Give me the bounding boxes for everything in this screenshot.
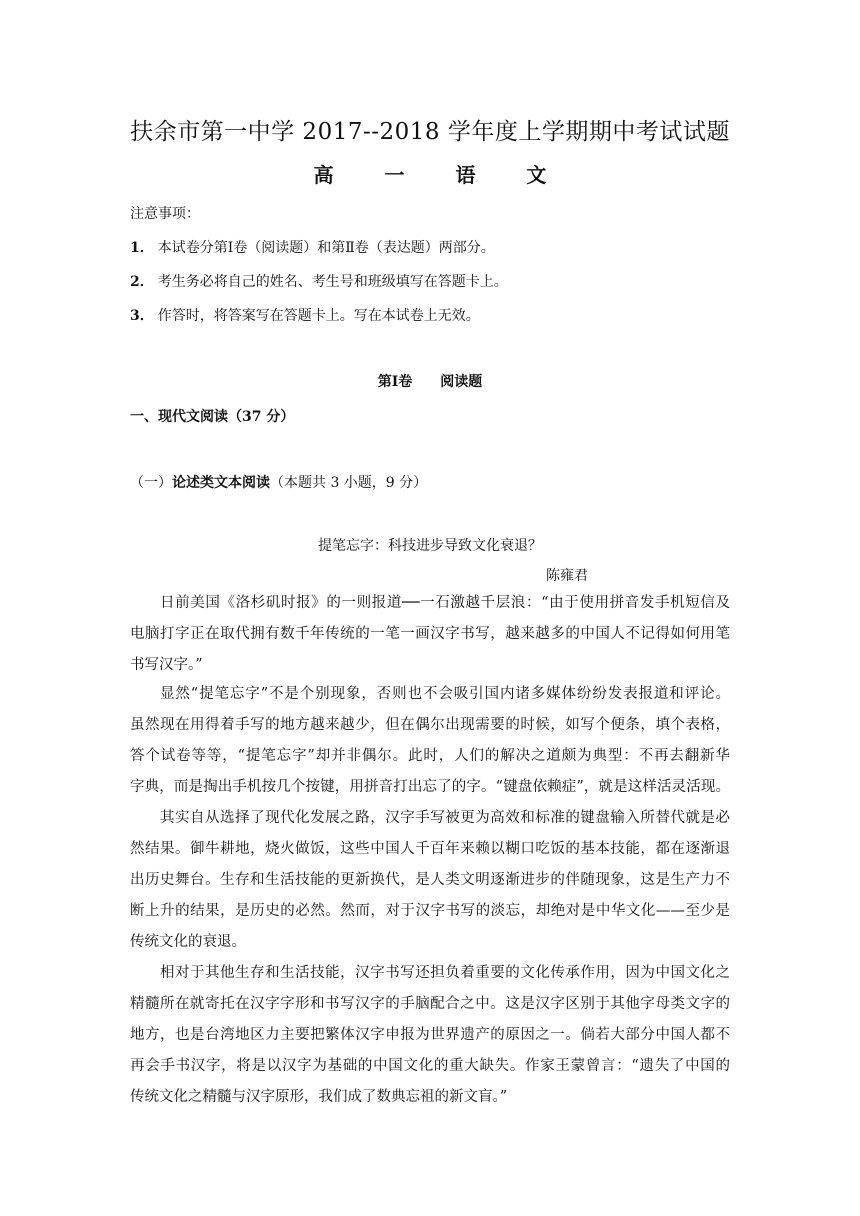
paragraph-line: 电脑打字正在取代拥有数千年传统的一笔一画汉字书写，越来越多的中国人不记得如何用笔 [130, 626, 730, 642]
notice-item [130, 305, 480, 325]
paragraph-line: 相对于其他生存和生活技能，汉字书写还担负着重要的文化传承作用，因为中国文化之 [160, 965, 730, 981]
paragraph-line: 再会手书汉字，将是以汉字为基础的中国文化的重大缺失。作家王蒙曾言：“遗失了中国的 [130, 1058, 730, 1074]
paragraph-line: 显然“提笔忘字”不是个别现象，否则也不会吸引国内诸多媒体纷纷发表报道和评论。 [160, 686, 730, 702]
subpart-name: 论述类文本阅读 [172, 475, 270, 491]
notice-item [130, 271, 508, 291]
notice-item-text: 本试卷分第Ⅰ卷（阅读题）和第Ⅱ卷（表达题）两部分。 [157, 240, 495, 256]
section-heading [0, 371, 860, 391]
paragraph-line: 传统文化之精髓与汉字原形，我们成了数典忘祖的新文盲。” [130, 1089, 508, 1105]
section-label: 第Ⅰ卷 [377, 374, 413, 390]
paragraph-line: 书写汉字。” [130, 657, 203, 673]
paragraph-line: 字典，而是掏出手机按几个按键，用拼音打出忘了的字。“键盘依赖症”，就是这样活灵活现。 [130, 779, 730, 795]
notice-heading: 注意事项： [130, 206, 200, 222]
subpart-note: （本题共 3 小题，9 分） [270, 475, 428, 491]
paragraph-line: 答个试卷等等，“提笔忘字”却并非偶尔。此时，人们的解决之道颇为典型：不再去翻新华 [130, 748, 730, 764]
paragraph-line: 虽然现在用得着手写的地方越来越少，但在偶尔出现需要的时候，如写个便条，填个表格， [130, 717, 730, 733]
notice-item-text: 作答时，将答案写在答题卡上。写在本试卷上无效。 [157, 308, 480, 324]
exam-subject: 高 一 语 文 [313, 163, 569, 187]
article-author: 陈雍君 [546, 568, 588, 584]
article-paragraph [130, 588, 730, 681]
exam-title: 扶余市第一中学 2017--2018 学年度上学期期中考试试题 [130, 119, 730, 145]
paragraph-line: 日前美国《洛杉矶时报》的一则报道──一石激越千层浪：“由于使用拼音发手机短信及 [160, 595, 730, 611]
notice-item-text: 考生务必将自己的姓名、考生号和班级填写在答题卡上。 [157, 274, 508, 290]
paragraph-line: 断上升的结果，是历史的必然。然而，对于汉字书写的淡忘，却绝对是中华文化——至少是 [130, 903, 730, 919]
subpart-heading [130, 472, 427, 492]
paragraph-line: 其实自从选择了现代化发展之路，汉字手写被更为高效和标准的键盘输入所替代就是必 [160, 810, 730, 826]
article-title: 提笔忘字：科技进步导致文化衰退？ [318, 538, 542, 554]
paragraph-line: 然结果。御牛耕地，烧火做饭，这些中国人千百年来赖以糊口吃饭的基本技能，都在逐渐退 [130, 841, 730, 857]
paragraph-line: 精髓所在就寄托在汉字字形和书写汉字的手脑配合之中。这是汉字区别于其他字母类文字的 [130, 996, 730, 1012]
part-heading: 一、现代文阅读（37 分） [130, 409, 295, 425]
article-paragraph [130, 679, 730, 803]
notice-item [130, 237, 495, 257]
section-name: 阅读题 [440, 374, 483, 390]
paragraph-line: 传统文化的衰退。 [130, 934, 246, 950]
notice-item-number: 1． [130, 240, 154, 256]
paragraph-line: 地方，也是台湾地区力主要把繁体汉字申报为世界遗产的原因之一。倘若大部分中国人都不 [130, 1027, 730, 1043]
article-paragraph [130, 958, 730, 1113]
paragraph-line: 出历史舞台。生存和生活技能的更新换代，是人类文明逐渐进步的伴随现象，这是生产力不 [130, 872, 730, 888]
subpart-prefix: （一） [130, 475, 172, 491]
notice-item-number: 3． [130, 308, 154, 324]
notice-item-number: 2． [130, 274, 154, 290]
article-paragraph [130, 803, 730, 958]
